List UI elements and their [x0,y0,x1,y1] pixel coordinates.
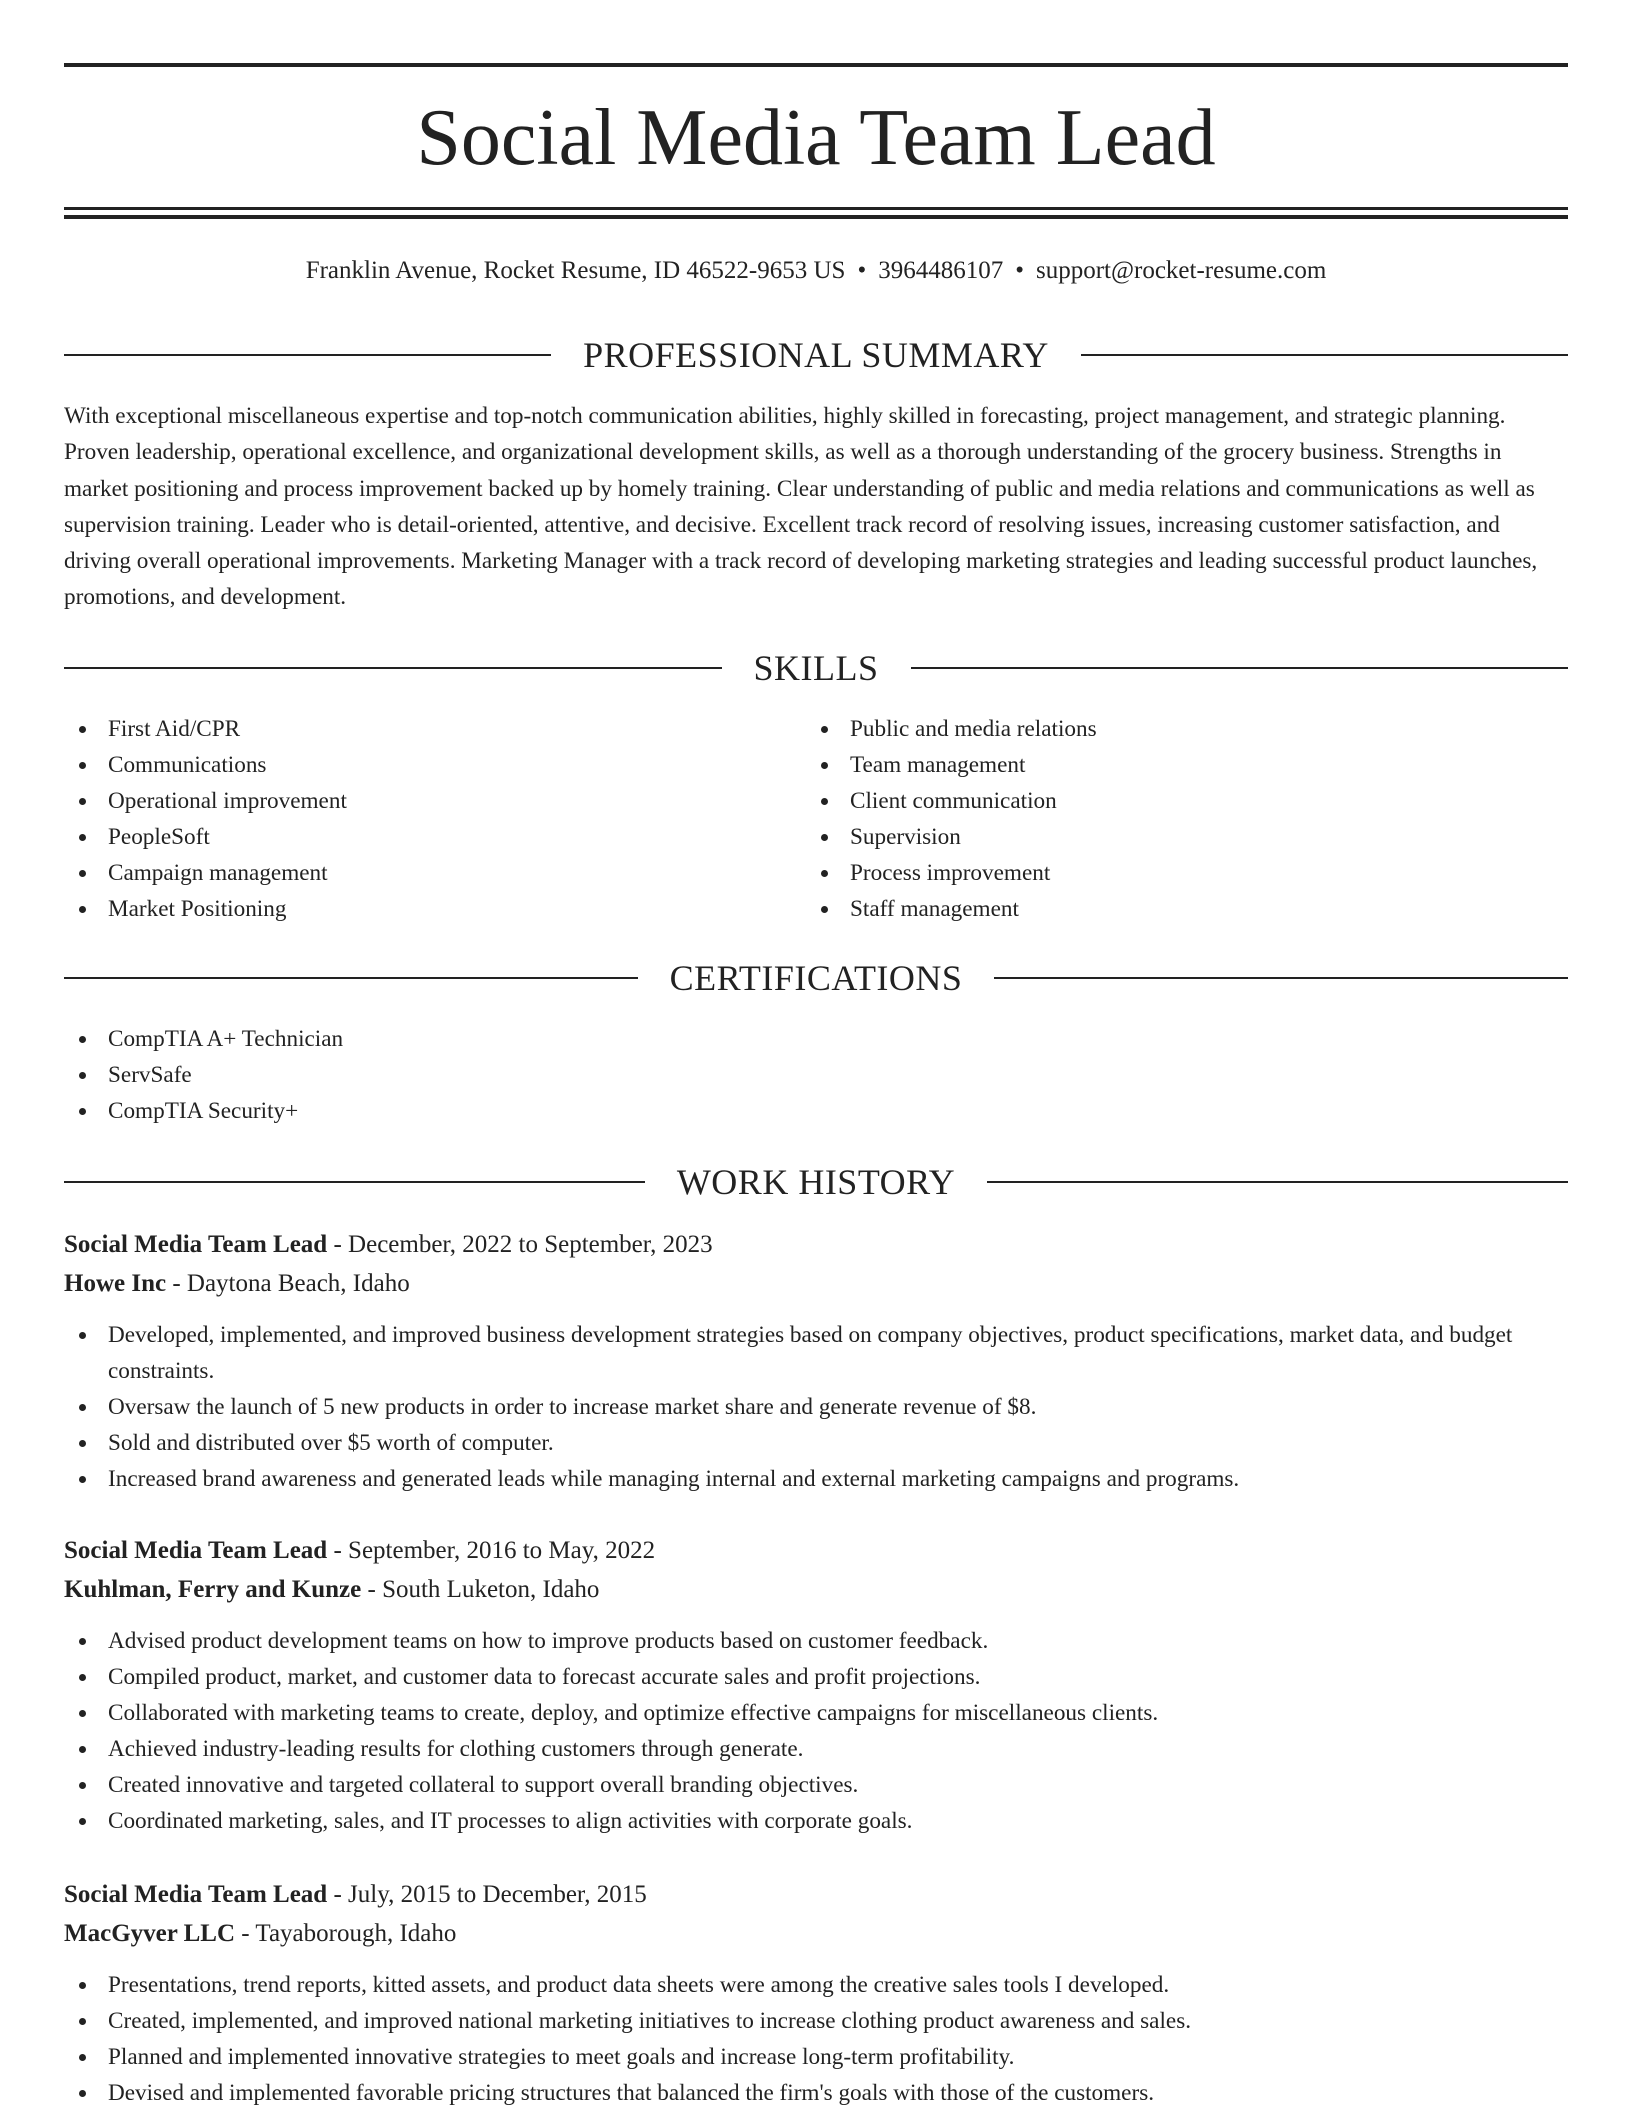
job-bullet: Compiled product, market, and customer data to forecast accurate sales and profit projections. [64,1659,1568,1695]
skill-item: Staff management [806,891,1506,927]
contact-separator: • [1015,257,1024,284]
job-dates: - December, 2022 to September, 2023 [327,1231,713,1258]
job-bullet: Planned and implemented innovative strategies to meet goals and increase long-term profitability. [64,2039,1568,2075]
job-bullets [64,1967,1568,2111]
job-location: - Daytona Beach, Idaho [166,1270,410,1297]
contact-email: support@rocket-resume.com [1035,257,1327,284]
skills-heading [64,643,1568,693]
certifications-heading [64,953,1568,1003]
skill-item: Campaign management [64,855,764,891]
job-bullets [64,1623,1568,1839]
skill-item: Market Positioning [64,891,764,927]
job-bullet: Achieved industry-leading results for clothing customers through generate. [64,1731,1568,1767]
job-dates: - July, 2015 to December, 2015 [327,1881,647,1908]
certification-item: CompTIA Security+ [64,1093,1568,1129]
header-bottom-rule-2 [64,215,1568,219]
heading-rule-right [1081,354,1568,356]
contact-address: Franklin Avenue, Rocket Resume, ID 46522-9653 US [305,257,846,284]
job-company: MacGyver LLC [64,1920,236,1947]
certifications-block [64,1021,1568,1129]
heading-rule-right [987,1181,1568,1183]
job-bullet: Oversaw the launch of 5 new products in order to increase market share and generate revenue of $8. [64,1389,1568,1425]
heading-rule-left [64,977,638,979]
job-title-line [64,1225,1568,1264]
skills-list-left [64,711,764,927]
resume-name: Social Media Team Lead [416,94,1216,182]
job-entry [64,1225,1568,1497]
header-top-rule [64,63,1568,67]
certifications-heading-text: CERTIFICATIONS [669,958,963,998]
job-bullet: Collaborated with marketing teams to create, deploy, and optimize effective campaigns for miscellaneous clients. [64,1695,1568,1731]
skill-item: Communications [64,747,764,783]
skills-column-right [806,711,1506,927]
job-entry [64,1875,1568,2111]
job-title-line [64,1531,1568,1570]
skills-heading-text: SKILLS [753,648,879,688]
work-history-heading [64,1157,1568,1207]
summary-heading-text: PROFESSIONAL SUMMARY [583,335,1049,375]
job-company: Kuhlman, Ferry and Kunze [64,1576,362,1603]
certifications-list [64,1021,1568,1129]
skill-item: PeopleSoft [64,819,764,855]
skill-item: Client communication [806,783,1506,819]
skill-item: Operational improvement [64,783,764,819]
job-location: - South Luketon, Idaho [361,1576,600,1603]
job-title: Social Media Team Lead [64,1537,328,1564]
job-title: Social Media Team Lead [64,1881,328,1908]
job-company: Howe Inc [64,1270,167,1297]
heading-rule-left [64,1181,645,1183]
job-bullet: Coordinated marketing, sales, and IT processes to align activities with corporate goals. [64,1803,1568,1839]
job-location: - Tayaborough, Idaho [235,1920,457,1947]
job-bullet: Advised product development teams on how to improve products based on customer feedback. [64,1623,1568,1659]
skills-column-left [64,711,764,927]
certification-item: ServSafe [64,1057,1568,1093]
heading-rule-left [64,354,551,356]
summary-text: With exceptional miscellaneous expertise and top-notch communication abilities, highly skilled in forecasting, project management, and strategic planning. Proven leadership, operational excellence, and organizational development skills, as well as a thorough understanding of the grocery business. Strengths in market positioning and process improvement backed up by homely training. Clear understanding of public and media relations and communications as well as supervision training. Leader who is detail-oriented, attentive, and decisive. Excellent track record of resolving issues, increasing customer satisfaction, and driving overall operational improvements. Marketing Manager with a track record of developing marketing strategies and leading successful product launches, promotions, and development. [64,403,1538,611]
job-dates: - September, 2016 to May, 2022 [327,1537,656,1564]
contact-line [64,253,1568,289]
heading-rule-right [994,977,1568,979]
work-history-heading-text: WORK HISTORY [676,1162,956,1202]
job-bullet: Devised and implemented favorable pricing structures that balanced the firm's goals with those of the customers. [64,2075,1568,2111]
job-bullet: Created innovative and targeted collateral to support overall branding objectives. [64,1767,1568,1803]
job-bullet: Sold and distributed over $5 worth of computer. [64,1425,1568,1461]
job-bullet: Developed, implemented, and improved business development strategies based on company objectives, product specifications, market data, and budget constraints. [64,1317,1568,1389]
job-entry [64,1531,1568,1839]
skill-item: Team management [806,747,1506,783]
contact-separator: • [857,257,867,284]
heading-rule-right [911,667,1569,669]
skill-item: First Aid/CPR [64,711,764,747]
job-company-line [64,1264,1568,1303]
skill-item: Public and media relations [806,711,1506,747]
skill-item: Process improvement [806,855,1506,891]
job-company-line [64,1570,1568,1609]
skill-item: Supervision [806,819,1506,855]
job-bullets [64,1317,1568,1497]
job-title-line [64,1875,1568,1914]
job-bullet: Created, implemented, and improved national marketing initiatives to increase clothing product awareness and sales. [64,2003,1568,2039]
contact-phone: 3964486107 [878,257,1004,284]
summary-heading [64,330,1568,380]
job-company-line [64,1914,1568,1953]
job-title: Social Media Team Lead [64,1231,328,1258]
job-bullet: Presentations, trend reports, kitted assets, and product data sheets were among the creative sales tools I developed. [64,1967,1568,2003]
skills-list-right [806,711,1506,927]
job-bullet: Increased brand awareness and generated leads while managing internal and external marketing campaigns and programs. [64,1461,1568,1497]
certification-item: CompTIA A+ Technician [64,1021,1568,1057]
header-bottom-rule-1 [64,207,1568,210]
heading-rule-left [64,667,722,669]
